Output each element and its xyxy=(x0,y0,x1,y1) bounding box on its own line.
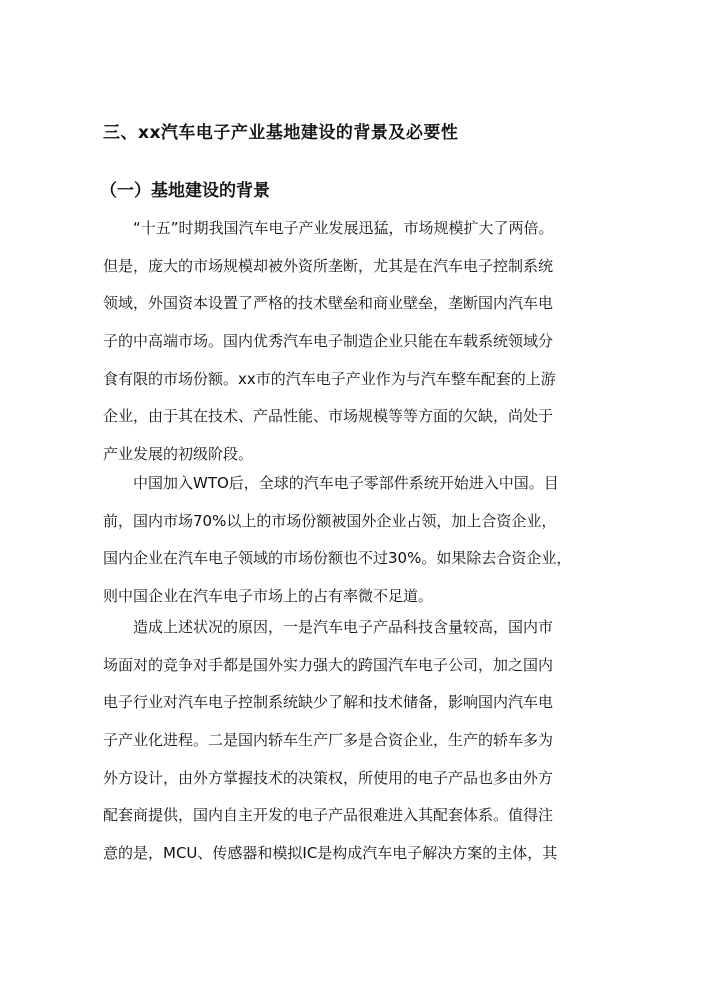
paragraph-line: 配套商提供，国内自主开发的电子产品很难进入其配套体系。值得注 xyxy=(103,806,554,825)
paragraph-line: “十五”时期我国汽车电子产业发展迅猛，市场规模扩大了两倍。 xyxy=(133,219,554,237)
paragraph-3 xyxy=(103,609,603,873)
paragraph-2 xyxy=(103,465,603,616)
paragraph-line: 电子行业对汽车电子控制系统缺少了解和技术储备，影响国内汽车电 xyxy=(103,693,554,712)
paragraph-line: 但是，庞大的市场规模却被外资所垄断，尤其是在汽车电子控制系统 xyxy=(103,256,554,275)
paragraph-line: 意的是，MCU、传感器和模拟IC是构成汽车电子解决方案的主体，其 xyxy=(103,844,558,863)
paragraph-line: 国内企业在汽车电子领域的市场份额也不过30%。如果除去合资企业， xyxy=(103,549,572,568)
paragraph-line: 外方设计，由外方掌握技术的决策权，所使用的电子产品也多由外方 xyxy=(103,768,554,787)
paragraph-line: 场面对的竞争对手都是国外实力强大的跨国汽车电子公司，加之国内 xyxy=(103,655,554,674)
paragraph-line: 食有限的市场份额。xx市的汽车电子产业作为与汽车整车配套的上游 xyxy=(103,369,556,388)
paragraph-line: 子产业化进程。二是国内轿车生产厂多是合资企业，生产的轿车多为 xyxy=(103,731,554,750)
section-heading: 三、xx汽车电子产业基地建设的背景及必要性 xyxy=(103,123,459,143)
paragraph-line: 领域，外国资本设置了严格的技术壁垒和商业壁垒，垄断国内汽车电 xyxy=(103,294,554,313)
paragraph-line: 前，国内市场70%以上的市场份额被国外企业占领，加上合资企业， xyxy=(103,511,557,530)
paragraph-line: 产业发展的初级阶段。 xyxy=(103,445,254,464)
paragraph-1 xyxy=(103,210,603,474)
paragraph-line: 中国加入WTO后，全球的汽车电子零部件系统开始进入中国。目 xyxy=(133,474,559,492)
subsection-heading: （一）基地建设的背景 xyxy=(100,181,270,201)
paragraph-line: 企业，由于其在技术、产品性能、市场规模等等方面的欠缺，尚处于 xyxy=(103,407,554,426)
paragraph-line: 子的中高端市场。国内优秀汽车电子制造企业只能在车载系统领域分 xyxy=(103,332,554,351)
paragraph-line: 则中国企业在汽车电子市场上的占有率微不足道。 xyxy=(103,587,434,606)
paragraph-line: 造成上述状况的原因，一是汽车电子产品科技含量较高，国内市 xyxy=(133,618,554,636)
